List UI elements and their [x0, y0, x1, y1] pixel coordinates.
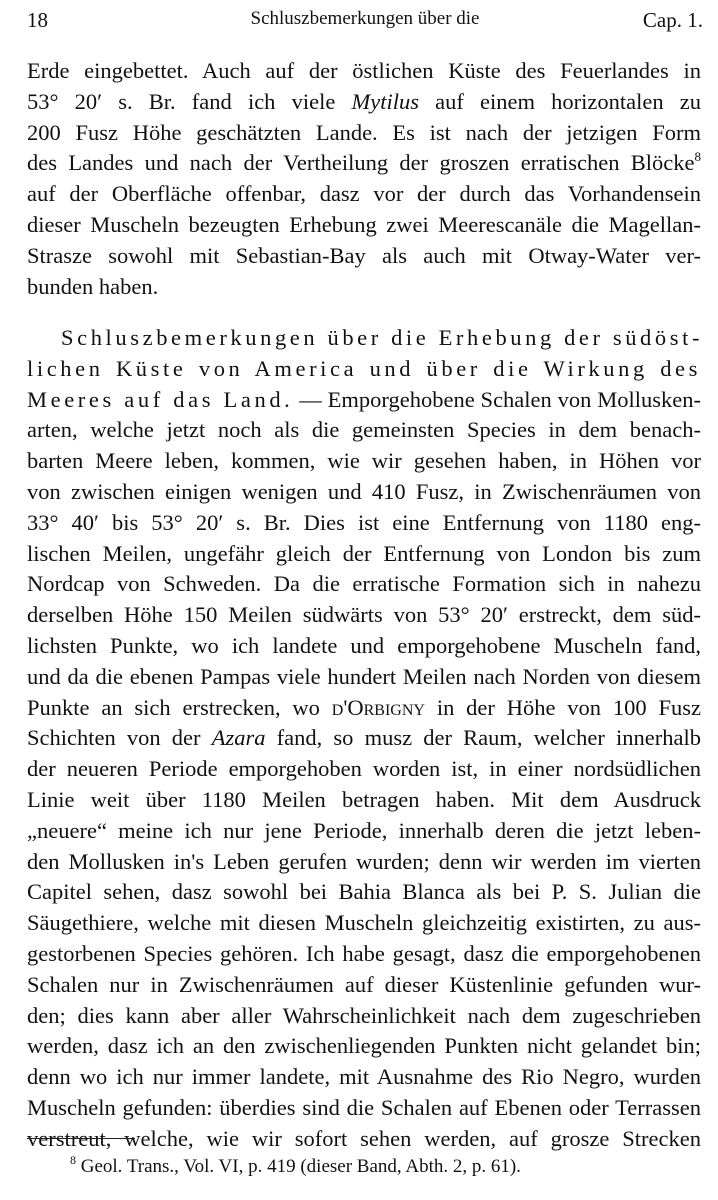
paragraph-1: [27, 56, 701, 302]
text-line: der neueren Periode emporgehoben worden ist, in einer nordsüdlichen: [27, 756, 701, 782]
text-line: 33° 40′ bis 53° 20′ s. Br. Dies ist eine Entfernung von 1180 eng-: [27, 509, 701, 535]
text-line: [27, 693, 701, 724]
text-line: Capitel sehen, dasz sowohl bei Bahia Blanca als bei P. S. Julian die: [27, 879, 701, 905]
text-line: lichsten Punkte, wo ich landete und emporgehobene Muscheln fand,: [27, 632, 701, 658]
running-title: Schluszbemerkungen über die: [250, 8, 480, 29]
text-line: verstreut, welche, wie wir sofort sehen werden, auf grosze Strecken: [27, 1125, 701, 1151]
text-segment: in der Höhe von 100 Fusz: [436, 694, 701, 720]
text-segment: — Emporgehobene Schalen von Mollusken-: [299, 386, 702, 412]
text-line: [27, 723, 701, 754]
text-line: [27, 87, 701, 118]
text-segment: fand, so musz der Raum, welcher innerhalb: [276, 725, 702, 751]
text-line: Linie weit über 1180 Meilen betragen haben. Mit dem Ausdruck: [27, 786, 701, 812]
text-line: Erde eingebettet. Auch auf der östlichen Küste des Feuerlandes in: [27, 58, 701, 83]
chapter-label: Cap. 1.: [642, 8, 703, 32]
text-line: Schalen nur in Zwischenräumen auf dieser Küstenlinie gefunden wur-: [27, 971, 701, 997]
text-segment: Schichten von der: [27, 725, 201, 751]
text-line: den; dies kann aber aller Wahrscheinlichkeit nach dem zugeschrieben: [27, 1002, 701, 1028]
text-line: Muscheln gefunden: überdies sind die Schalen auf Ebenen oder Terrassen: [27, 1094, 701, 1120]
text-segment: des Landes und nach der Vertheilung der groszen erratischen Blöcke: [27, 150, 695, 176]
section-heading-end: Meeres auf das Land.: [27, 386, 294, 412]
text-line: derselben Höhe 150 Meilen südwärts von 53° 20′ erstreckt, dem süd-: [27, 602, 701, 628]
page-number: 18: [27, 8, 48, 32]
text-line: 200 Fusz Höhe geschätzten Lande. Es ist nach der jetzigen Form: [27, 119, 701, 145]
text-line: dieser Muscheln bezeugten Erhebung zwei Meerescanäle die Magellan-: [27, 211, 701, 237]
text-line: arten, welche jetzt noch als die gemeinsten Species in dem benach-: [27, 417, 701, 443]
text-line: „neuere“ meine ich nur jene Periode, innerhalb deren die jetzt leben-: [27, 817, 701, 843]
text-line: [27, 148, 701, 179]
footnote-reference[interactable]: 8: [694, 149, 701, 165]
text-line: lischen Meilen, ungefähr gleich der Entfernung von London bis zum: [27, 540, 701, 566]
section-heading-line: lichen Küste von America und über die Wirkung des: [27, 355, 701, 381]
text-line: gestorbenen Species gehören. Ich habe gesagt, dasz die emporgehobenen: [27, 940, 701, 966]
footnote: [70, 1153, 521, 1178]
text-line: bunden haben.: [27, 273, 159, 299]
text-line: den Mollusken in's Leben gerufen wurden; denn wir werden im vierten: [27, 848, 701, 874]
text-segment: auf einem horizontalen zu: [435, 88, 701, 114]
text-segment: 53° 20′ s. Br. fand ich viele: [27, 88, 336, 114]
text-line: [27, 385, 701, 416]
paragraph-2: [27, 323, 704, 1155]
text-line: werden, dasz ich an den zwischenliegenden Punkten nicht gelandet bin;: [27, 1033, 701, 1059]
italic-term: Azara: [211, 725, 266, 751]
italic-term: Mytilus: [351, 88, 419, 114]
text-segment: Punkte an sich erstrecken, wo: [27, 694, 320, 720]
text-line: denn wo ich nur immer landete, mit Ausnahme des Rio Negro, wurden: [27, 1064, 701, 1090]
text-line: und da die ebenen Pampas viele hundert Meilen nach Norden von diesem: [27, 663, 701, 689]
text-line: auf der Oberfläche offenbar, dasz vor der durch das Vorhandensein: [27, 181, 701, 207]
text-line: von zwischen einigen wenigen und 410 Fusz, in Zwischenräumen von: [27, 478, 701, 504]
section-heading-line: Schluszbemerkungen über die Erhebung der südöst-: [61, 325, 704, 350]
text-line: Nordcap von Schweden. Da die erratische Formation sich in nahezu: [27, 571, 701, 597]
page-header: [27, 8, 703, 38]
footnote-text: Geol. Trans., Vol. VI, p. 419 (dieser Band, Abth. 2, p. 61).: [80, 1156, 521, 1177]
author-name: d'Orbigny: [331, 694, 425, 720]
footnote-divider: [27, 1138, 135, 1139]
text-line: barten Meere leben, kommen, wie wir gesehen haben, in Höhen vor: [27, 448, 701, 474]
footnote-number: 8: [70, 1153, 76, 1167]
text-line: Strasze sowohl mit Sebastian-Bay als auch mit Otway-Water ver-: [27, 242, 701, 268]
text-line: Säugethiere, welche mit diesen Muscheln gleichzeitig existirten, zu aus-: [27, 910, 701, 936]
